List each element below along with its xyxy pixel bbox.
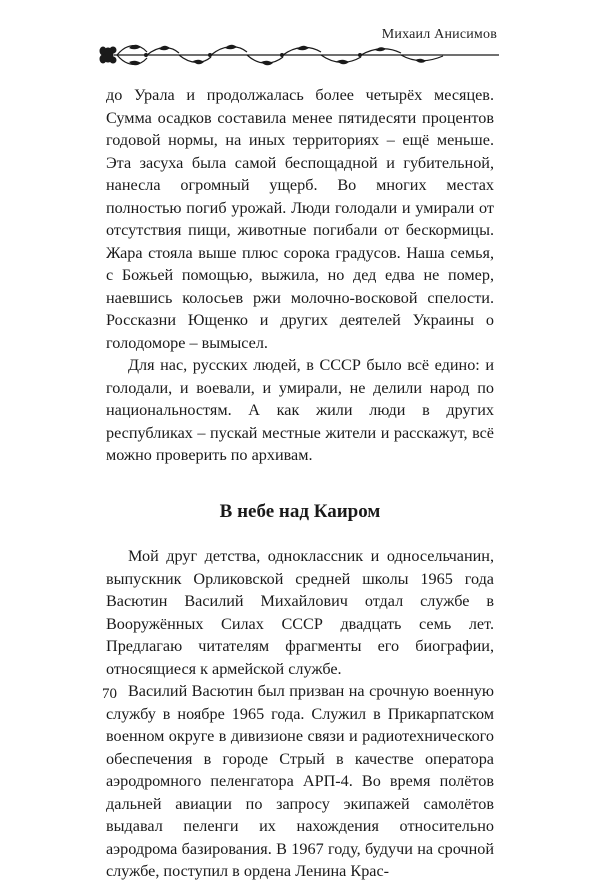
paragraph: Василий Васютин был призван на срочную военную службу в ноябре 1965 года. Служил в Прикарпатском военном округе в дивизионе связи и радиотехнического обеспечения в городе Стрый в качестве оператора аэродромного пеленгатора АРП-4. Во время полётов дальней авиации по запросу экипажей самолётов выдавал пеленги их нахождения относительно аэродрома базирования. В 1967 году, будучи на срочной службе, поступил в ордена Ленина Крас-: [106, 682, 494, 880]
page-body: [106, 84, 494, 883]
paragraph: Для нас, русских людей, в СССР было всё едино: и голодали, и воевали, и умирали, не делили народ по национальностям. А как жили люди в других республиках – пускай местные жители и расскажут, всё можно проверить по архивам.: [106, 356, 494, 464]
running-head: Михаил Анисимов: [381, 27, 497, 42]
ornament-floral-rule-icon: [99, 40, 499, 70]
paragraph: до Урала и продолжалась более четырёх месяцев. Сумма осадков составила менее пятидесяти процентов годовой нормы, на иных территориях – ещё меньше. Эта засуха была самой беспощадной и губительной, нанесла огромный ущерб. Во многих местах полностью погиб урожай. Люди голодали и умирали от отсутствия пищи, животные погибали от бескормицы. Жара стояла выше плюс сорока градусов. Наша семья, с Божьей помощью, выжила, но дед едва не помер, наевшись колосьев ржи молочно-восковой спелости. Россказни Ющенко и других деятелей Украины о голодоморе – вымысел.: [106, 86, 494, 352]
page-number: 70: [102, 686, 117, 702]
paragraph: Мой друг детства, одноклассник и односельчанин, выпускник Орликовской средней школы 1965 года Васютин Василий Михайлович отдал службе в Вооружённых Силах СССР двадцать семь лет. Предлагаю читателям фрагменты его биографии, относящиеся к армейской службе.: [106, 547, 494, 678]
section-title: В небе над Каиром: [219, 500, 381, 522]
